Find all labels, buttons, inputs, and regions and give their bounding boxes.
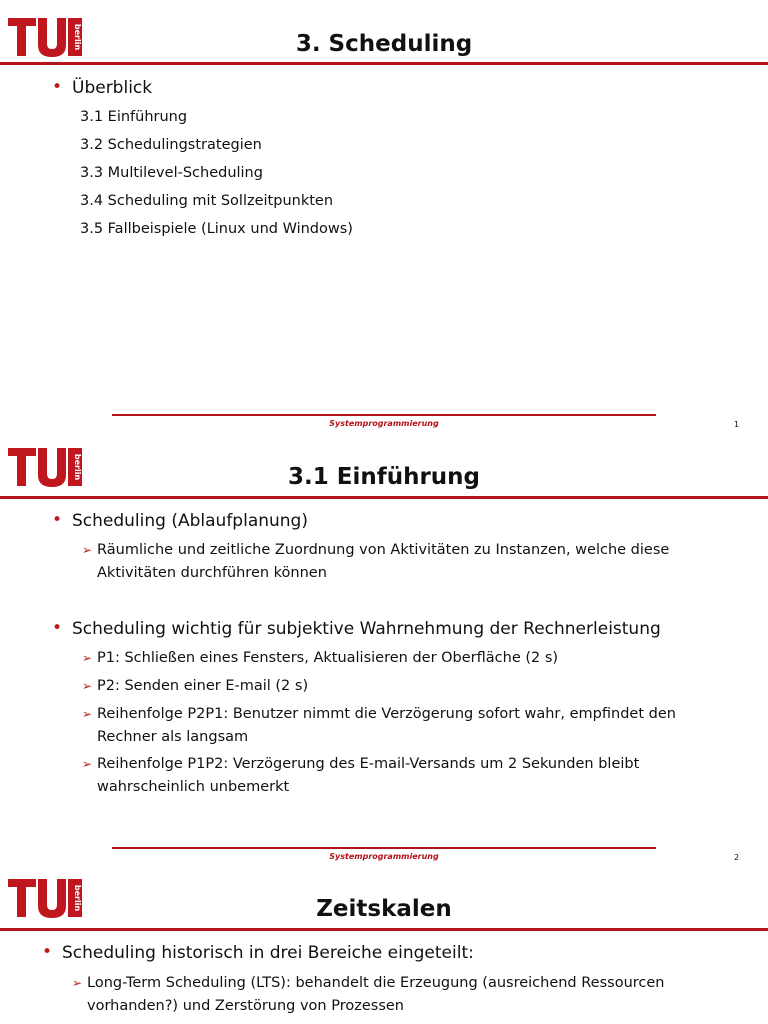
title-rule bbox=[0, 928, 768, 931]
bullet-dot-icon: • bbox=[52, 77, 63, 97]
page-number: 1 bbox=[734, 420, 740, 429]
svg-text:berlin: berlin bbox=[73, 23, 82, 51]
sub-line: P1: Schließen eines Fensters, Aktualisieren der Oberfläche (2 s) bbox=[97, 650, 559, 666]
sub-line: Rechner als langsam bbox=[97, 729, 249, 745]
footer-rule bbox=[112, 414, 656, 416]
title-rule bbox=[0, 62, 768, 65]
toc-item: 3.4 Scheduling mit Sollzeitpunkten bbox=[80, 193, 334, 209]
arrow-bullet-icon: ➢ bbox=[82, 757, 93, 771]
sub-line: vorhanden?) und Zerstörung von Prozessen bbox=[87, 998, 404, 1014]
bullet-label: Überblick bbox=[72, 78, 153, 98]
toc-item: 3.1 Einführung bbox=[80, 109, 188, 125]
sub-item bbox=[82, 753, 640, 799]
bullet-dot-icon: • bbox=[52, 510, 63, 530]
page-number: 2 bbox=[734, 853, 740, 862]
bullet-label: Scheduling wichtig für subjektive Wahrnehmung der Rechnerleistung bbox=[72, 619, 661, 639]
bullet-overview bbox=[52, 77, 153, 98]
sub-line: Aktivitäten durchführen können bbox=[97, 565, 327, 581]
title-rule bbox=[0, 496, 768, 499]
slide-3 bbox=[0, 870, 768, 1024]
sub-item bbox=[82, 703, 676, 749]
arrow-bullet-icon: ➢ bbox=[82, 651, 93, 665]
sub-item bbox=[82, 675, 309, 698]
slide-2 bbox=[0, 440, 768, 870]
slide-1 bbox=[0, 0, 768, 440]
footer-rule bbox=[112, 847, 656, 849]
footer-text: Systemprogrammierung bbox=[329, 419, 439, 428]
slide-title: Zeitskalen bbox=[316, 896, 452, 922]
sub-item bbox=[72, 972, 665, 1018]
sub-line: Reihenfolge P2P1: Benutzer nimmt die Verzögerung sofort wahr, empfindet den bbox=[97, 706, 676, 722]
toc-item: 3.5 Fallbeispiele (Linux und Windows) bbox=[80, 221, 353, 237]
sub-item bbox=[82, 539, 670, 585]
sub-line: Reihenfolge P1P2: Verzögerung des E-mail-Versands um 2 Sekunden bleibt bbox=[97, 756, 640, 772]
toc-item: 3.3 Multilevel-Scheduling bbox=[80, 165, 263, 181]
arrow-bullet-icon: ➢ bbox=[82, 543, 93, 557]
bullet-perception bbox=[52, 618, 661, 639]
sub-line: wahrscheinlich unbemerkt bbox=[97, 779, 290, 795]
sub-line: Long-Term Scheduling (LTS): behandelt die Erzeugung (ausreichend Ressourcen bbox=[87, 975, 665, 991]
bullet-dot-icon: • bbox=[52, 618, 63, 638]
bullet-dot-icon: • bbox=[42, 942, 53, 962]
arrow-bullet-icon: ➢ bbox=[82, 707, 93, 721]
sub-line: P2: Senden einer E-mail (2 s) bbox=[97, 678, 309, 694]
sub-line: Räumliche und zeitliche Zuordnung von Aktivitäten zu Instanzen, welche diese bbox=[97, 542, 670, 558]
toc-item: 3.2 Schedulingstrategien bbox=[80, 137, 262, 153]
bullet-label: Scheduling historisch in drei Bereiche eingeteilt: bbox=[62, 943, 474, 963]
slide-title: 3. Scheduling bbox=[295, 31, 473, 57]
bullet-history bbox=[42, 942, 474, 963]
bullet-scheduling bbox=[52, 510, 308, 531]
arrow-bullet-icon: ➢ bbox=[82, 679, 93, 693]
footer-text: Systemprogrammierung bbox=[329, 852, 439, 861]
bullet-label: Scheduling (Ablaufplanung) bbox=[72, 511, 308, 531]
sub-item bbox=[82, 647, 559, 670]
svg-text:berlin: berlin bbox=[73, 453, 82, 481]
slide-title: 3.1 Einführung bbox=[287, 464, 481, 490]
arrow-bullet-icon: ➢ bbox=[72, 976, 83, 990]
svg-text:berlin: berlin bbox=[73, 884, 82, 912]
